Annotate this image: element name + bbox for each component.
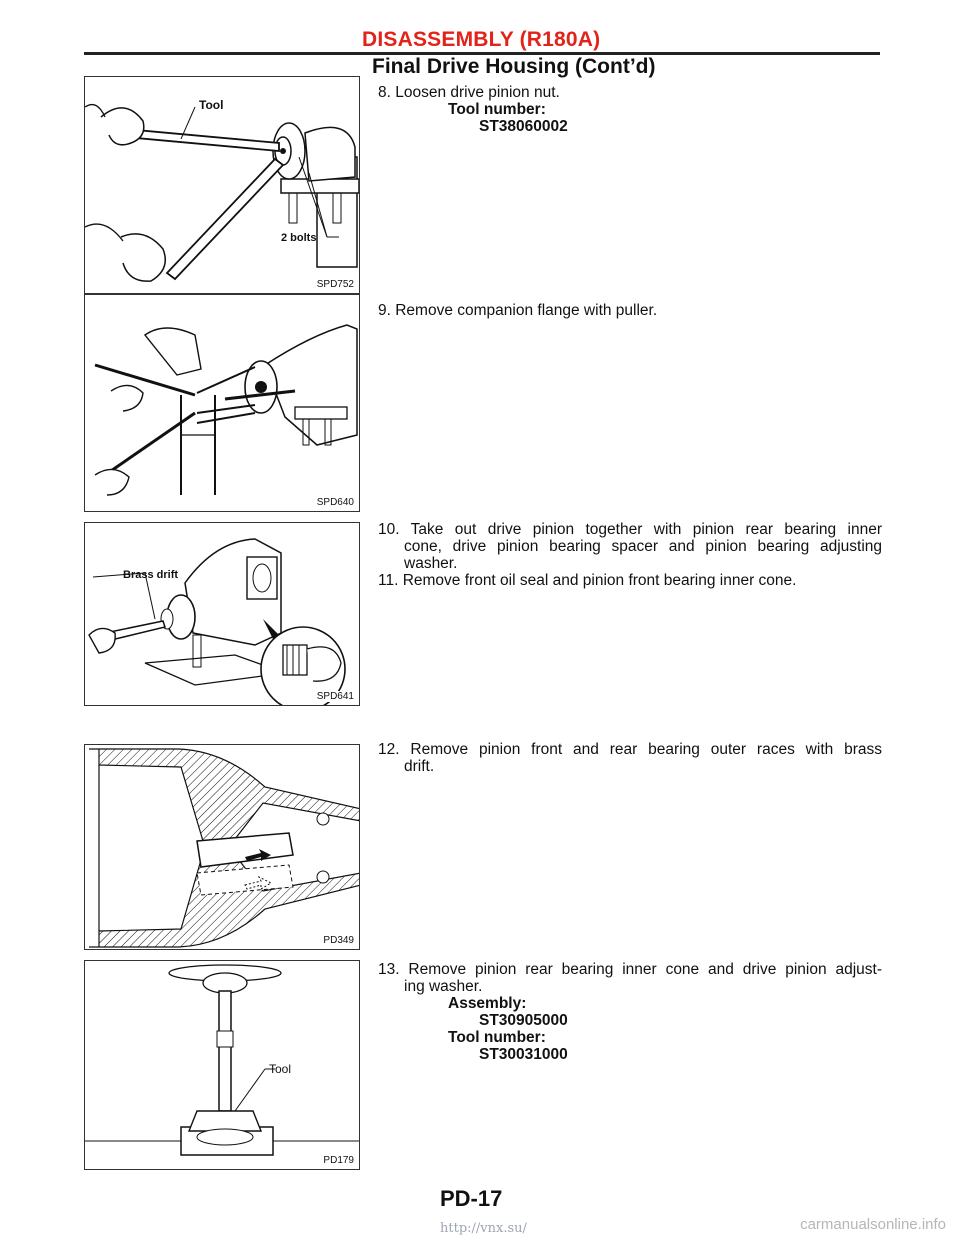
step-9 — [378, 302, 882, 319]
page-title: Final Drive Housing (Cont’d) — [372, 55, 656, 78]
figure-id: SPD640 — [316, 497, 354, 508]
figure-id: PD349 — [323, 935, 354, 946]
figure-spd641-illustration — [85, 523, 360, 706]
step-10-line1: 10. Take out drive pinion together with pinion rear bearing inner — [378, 521, 882, 538]
step-13-tool-value: ST30031000 — [479, 1046, 568, 1063]
page-number: PD-17 — [440, 1186, 503, 1211]
callout-brass-drift: Brass drift — [123, 569, 179, 581]
step-13-tool-label: Tool number: — [448, 1029, 546, 1046]
step-8-tool-value: ST38060002 — [479, 118, 568, 135]
step-9-text: 9. Remove companion flange with puller. — [378, 302, 658, 319]
figure-pd179-illustration — [85, 961, 360, 1170]
callout-2-bolts: 2 bolts — [281, 232, 317, 244]
figure-spd752 — [84, 76, 360, 294]
figure-spd641 — [84, 522, 360, 706]
figure-pd179 — [84, 960, 360, 1170]
footer-link[interactable]: http://vnx.su/ — [440, 1221, 527, 1236]
figure-id: PD179 — [323, 1155, 354, 1166]
step-8-tool-label: Tool number: — [448, 101, 546, 118]
figure-spd752-illustration — [85, 77, 360, 294]
step-13-assembly-value: ST30905000 — [479, 1012, 568, 1029]
figure-id: SPD641 — [316, 691, 354, 702]
figure-pd349-illustration — [85, 745, 360, 950]
figure-spd640 — [84, 294, 360, 512]
callout-tool: Tool — [269, 1062, 292, 1076]
watermark: carmanualsonline.info — [800, 1216, 946, 1233]
step-10 — [378, 521, 882, 589]
step-10-line3: washer. — [404, 555, 458, 572]
step-13 — [378, 961, 882, 1063]
figure-pd349 — [84, 744, 360, 950]
step-12 — [378, 741, 882, 775]
step-8-text: 8. Loosen drive pinion nut. — [378, 84, 560, 101]
step-13-assembly-label: Assembly: — [448, 995, 527, 1012]
step-13-line1: 13. Remove pinion rear bearing inner cone and drive pinion adjust- — [378, 961, 882, 978]
step-11-text: 11. Remove front oil seal and pinion front bearing inner cone. — [378, 572, 797, 589]
section-title: DISASSEMBLY (R180A) — [362, 28, 601, 51]
step-12-line1: 12. Remove pinion front and rear bearing outer races with brass — [378, 741, 882, 758]
figure-spd640-illustration — [85, 295, 360, 512]
callout-tool: Tool — [199, 98, 224, 112]
step-12-line2: drift. — [404, 758, 435, 775]
figure-id: SPD752 — [316, 279, 354, 290]
step-13-line2: ing washer. — [404, 978, 483, 995]
step-8 — [378, 84, 882, 135]
step-10-line2: cone, drive pinion bearing spacer and pinion bearing adjusting — [404, 538, 882, 555]
